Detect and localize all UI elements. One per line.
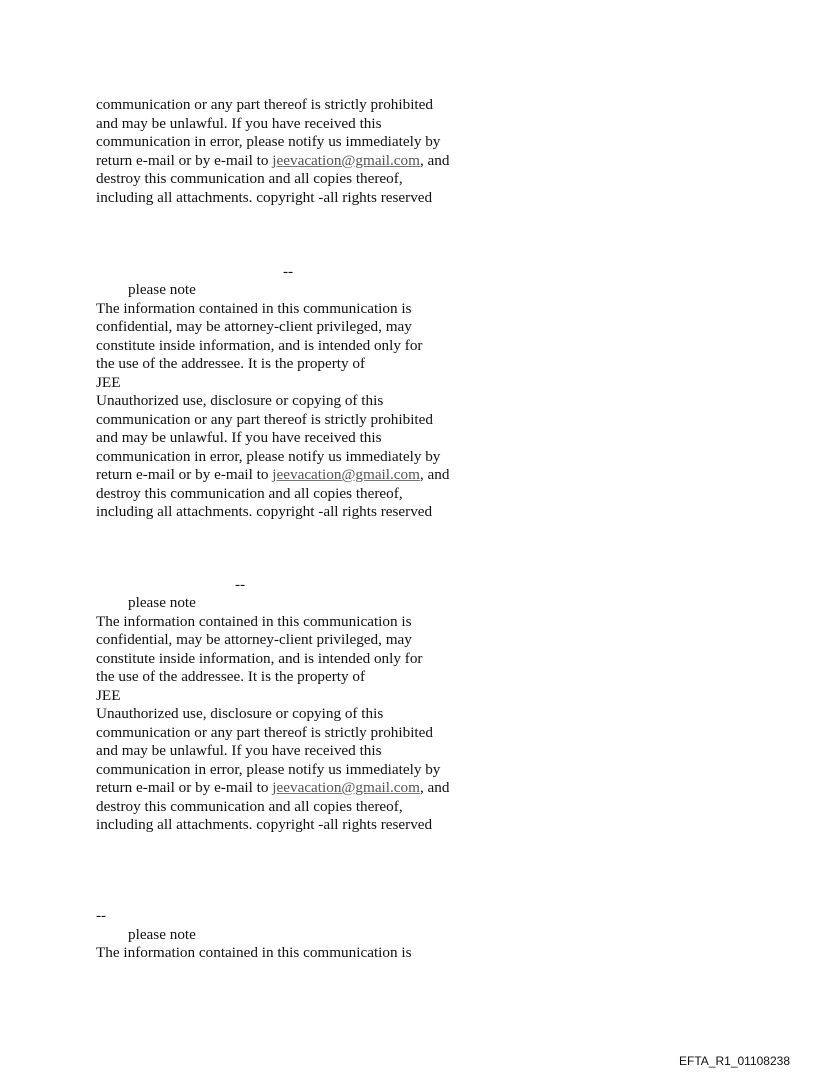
text-line: confidential, may be attorney-client privileged, may <box>96 631 412 648</box>
text-line: The information contained in this communication is <box>96 944 412 961</box>
text-line-with-email <box>96 152 449 171</box>
email-link[interactable]: jeevacation@gmail.com <box>272 779 420 796</box>
text-line: including all attachments. copyright -all rights reserved <box>96 188 433 206</box>
text-line: communication or any part thereof is strictly prohibited <box>96 96 433 113</box>
text-line: the use of the addressee. It is the property of <box>96 355 366 372</box>
disclaimer-block-d <box>96 907 412 963</box>
text-fragment: , and <box>419 151 450 169</box>
text-fragment: return e-mail or by e-mail to <box>96 151 273 169</box>
text-line: confidential, may be attorney-client privileged, may <box>96 318 412 335</box>
text-line: and may be unlawful. If you have received this <box>96 429 382 446</box>
text-fragment: , and <box>419 779 450 796</box>
text-line: constitute inside information, and is intended only for <box>96 336 423 354</box>
separator-dash: -- <box>96 907 107 924</box>
separator-dash: -- <box>235 576 246 593</box>
text-line: Unauthorized use, disclosure or copying of this <box>96 392 384 409</box>
text-line: and may be unlawful. If you have received this <box>96 114 382 132</box>
please-note-label: please note <box>128 925 196 943</box>
disclaimer-block-a <box>96 96 449 207</box>
text-fragment: return e-mail or by e-mail to <box>96 779 273 796</box>
text-line: communication in error, please notify us immediately by <box>96 760 441 778</box>
text-line: Unauthorized use, disclosure or copying of this <box>96 705 384 722</box>
text-fragment: , and <box>419 466 450 483</box>
text-line-with-email <box>96 779 449 798</box>
text-line: destroy this communication and all copies thereof, <box>96 170 403 187</box>
text-line: communication or any part thereof is strictly prohibited <box>96 410 433 428</box>
text-line-with-email <box>96 466 449 485</box>
text-line: destroy this communication and all copies thereof, <box>96 797 403 815</box>
text-line: and may be unlawful. If you have received this <box>96 742 382 759</box>
text-line: JEE <box>96 686 121 704</box>
text-line: communication in error, please notify us immediately by <box>96 133 441 150</box>
email-link[interactable]: jeevacation@gmail.com <box>272 151 420 169</box>
text-line: communication or any part thereof is strictly prohibited <box>96 723 433 741</box>
document-id-stamp: EFTA_R1_01108238 <box>679 1054 790 1068</box>
text-line: The information contained in this communication is <box>96 299 412 317</box>
please-note-label: please note <box>128 281 196 298</box>
text-line: communication in error, please notify us immediately by <box>96 447 441 465</box>
disclaimer-block-b <box>96 281 449 522</box>
text-line: constitute inside information, and is intended only for <box>96 649 423 667</box>
separator-dash: -- <box>283 263 294 280</box>
text-line: including all attachments. copyright -all rights reserved <box>96 816 433 833</box>
disclaimer-block-c <box>96 594 449 835</box>
email-link[interactable]: jeevacation@gmail.com <box>272 466 420 483</box>
text-line: The information contained in this communication is <box>96 612 412 630</box>
text-line: the use of the addressee. It is the property of <box>96 668 366 685</box>
please-note-label: please note <box>128 594 196 611</box>
text-line: destroy this communication and all copies thereof, <box>96 484 403 502</box>
text-line: including all attachments. copyright -all rights reserved <box>96 503 433 520</box>
text-fragment: return e-mail or by e-mail to <box>96 466 273 483</box>
text-line: JEE <box>96 373 121 391</box>
